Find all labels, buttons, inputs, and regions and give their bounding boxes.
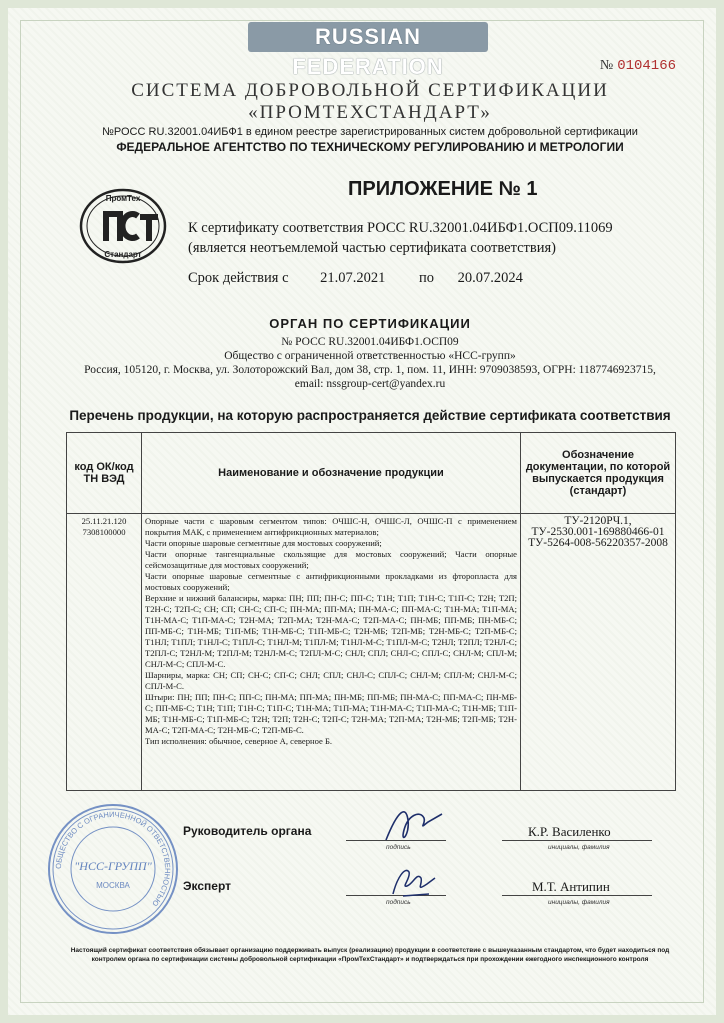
promtech-logo-icon xyxy=(78,186,168,266)
head-sign-caption: подпись xyxy=(386,844,411,851)
validity-label: Срок действия с xyxy=(188,270,289,286)
head-name-caption: инициалы, фамилия xyxy=(548,844,610,851)
product-list-title: Перечень продукции, на которую распространяется действие сертификата соответствия xyxy=(69,408,671,423)
header-standard: Обозначение документации, по которой выпускается продукция (стандарт) xyxy=(521,433,676,514)
logo-top-text: ПромТех xyxy=(105,194,141,203)
expert-name-caption: инициалы, фамилия xyxy=(548,899,610,906)
appendix-title: ПРИЛОЖЕНИЕ № 1 xyxy=(348,178,538,200)
standard-item: ТУ-2120РЧ.1, xyxy=(564,515,632,527)
agency-title: ФЕДЕРАЛЬНОЕ АГЕНТСТВО ПО ТЕХНИЧЕСКОМУ РЕГУЛИРОВАНИЮ И МЕТРОЛОГИИ xyxy=(116,140,624,154)
certificate-number xyxy=(600,58,676,74)
cell-codes xyxy=(67,514,142,791)
system-title-line2: «ПРОМТЕХСТАНДАРТ» xyxy=(248,102,492,123)
header-code: код ОК/код ТН ВЭД xyxy=(67,433,142,514)
head-name: К.Р. Василенко xyxy=(528,824,611,839)
system-title-line1: СИСТЕМА ДОБРОВОЛЬНОЙ СЕРТИФИКАЦИИ xyxy=(131,80,609,101)
desc-paragraph: Штыри: ПН; ПП; ПН-С; ПП-С; ПН-МА; ПП-МА; ПН-МБ; ПП-МБ; ПН-МА-С; ПП-МА-С; ПН-МБ-С; ПП-МБ-С; Т1Н; Т1П; Т1Н-С; Т1П-С; Т1Н-МА; Т1П-МА; Т1Н-МА-С; Т1П-МА-С; Т1Н-МБ; Т1П-МБ; Т1Н-МБ-С; Т1П-МБ-С; Т2Н; Т2П; Т2Н-С; Т2П-С; Т2Н-МА; Т2П-МА; Т2Н-МБ; Т2П-МБ; Т2Н-МА-С; Т2П-МА-С; Т2Н-МБ-С; Т2П-МБ-С. xyxy=(145,692,517,735)
head-signature-icon xyxy=(378,800,448,850)
footer-note: Настоящий сертификат соответствия обязывает организацию поддерживать выпуск (реализацию) продукции в соответствие с вышеуказанным стандартом, что будет находиться под контролем органа по сертификации системы добровольной сертификации «ПромТехСтандарт» и подтверждаться при прохождении ежегодного инспекционного контроля xyxy=(70,947,670,963)
certificate-note: (является неотъемлемой частью сертификата соответствия) xyxy=(188,240,556,256)
organ-number: № РОСС RU.32001.04ИБФ1.ОСП09 xyxy=(281,336,459,348)
validity-period xyxy=(188,270,523,287)
cell-description xyxy=(142,514,521,791)
organ-email: email: nssgroup-cert@yandex.ru xyxy=(294,378,446,390)
desc-paragraph: Части опорные шаровые сегментные с антифрикционными прокладками из фторопласта для мостовых сооружений; xyxy=(145,571,517,592)
organ-address: Россия, 105120, г. Москва, ул. Золоторожский Вал, дом 38, стр. 1, пом. 11, ИНН: 9709038593, ОГРН: 1187746923715, xyxy=(84,364,656,376)
stamp-city-text: МОСКВА xyxy=(96,881,130,890)
expert-label: Эксперт xyxy=(183,879,232,893)
stamp-center-text: "НСС-ГРУПП" xyxy=(74,859,152,873)
organ-name: Общество с ограниченной ответственностью «НСС-групп» xyxy=(224,350,516,362)
header-name: Наименование и обозначение продукции xyxy=(142,433,521,514)
number-value: 0104166 xyxy=(617,58,676,74)
table-header-row xyxy=(67,433,676,514)
okpd-code: 25.11.21.120 xyxy=(81,516,127,526)
cell-standards xyxy=(521,514,676,791)
expert-name: М.Т. Антипин xyxy=(532,879,610,894)
country-banner: RUSSIAN FEDERATION xyxy=(248,22,488,52)
valid-from: 21.07.2021 xyxy=(320,270,386,286)
validity-to-label: по xyxy=(419,270,435,286)
table-row xyxy=(67,514,676,791)
product-table xyxy=(66,432,676,791)
logo-bottom-text: Стандарт xyxy=(104,250,142,259)
tnved-code: 7308100000 xyxy=(82,527,126,537)
desc-paragraph: Шарниры, марка: СН; СП; СН-С; СП-С; СНЛ; СПЛ; СНЛ-С; СПЛ-С; СНЛ-М; СПЛ-М; СНЛ-М-С; СПЛ-М-С. xyxy=(145,670,517,691)
certificate-reference: К сертификату соответствия РОСС RU.32001.04ИБФ1.ОСП09.11069 xyxy=(188,220,613,236)
expert-name-line xyxy=(502,895,652,896)
expert-sign-caption: подпись xyxy=(386,899,411,906)
expert-signature-icon xyxy=(383,858,443,902)
valid-to: 20.07.2024 xyxy=(457,270,523,286)
registry-line: №РОСС RU.32001.04ИБФ1 в едином реестре зарегистрированных систем добровольной сертификации xyxy=(102,126,638,138)
stamp-ring-text: ОБЩЕСТВО С ОГРАНИЧЕННОЙ ОТВЕТСТВЕННОСТЬЮ xyxy=(53,809,173,909)
standard-item: ТУ-2530.001-169880466-01 xyxy=(531,526,665,538)
number-prefix: № xyxy=(599,58,614,73)
organization-stamp xyxy=(44,800,182,938)
organ-title: ОРГАН ПО СЕРТИФИКАЦИИ xyxy=(269,316,471,331)
organ-info xyxy=(8,335,724,391)
desc-paragraph: Части опорные тангенциальные скользящие для мостовых сооружений; Части опорные сейсмозащитные для мостовых сооружений; xyxy=(145,549,517,570)
standard-item: ТУ-5264-008-56220357-2008 xyxy=(528,537,668,549)
desc-paragraph: Верхние и нижний балансиры, марка: ПН; ПП; ПН-С; ПП-С; Т1Н; Т1П; Т1Н-С; Т1П-С; Т2Н; Т2П; Т2Н-С; Т2П-С; СН; СП; СН-С; СП-С; ПН-МА; ПП-МА; ПН-МА-С; ПП-МА-С; Т1Н-МА; Т1П-МА; Т1Н-МА-С; Т1П-МА-С; Т2Н-МА; Т2П-МА; Т2Н-МА-С; Т2П-МА-С; ПН-МБ; ПП-МБ; ПН-МБ-С; ПП-МБ-С; Т1Н-МБ; Т1П-МБ; Т1Н-МБ-С; Т1П-МБ-С; Т2Н-МБ; Т2П-МБ; Т2Н-МБ-С; Т2П-МБ-С; Т1НЛ; Т1ПЛ; Т1НЛ-С; Т1ПЛ-С; Т1НЛ-М; Т1ПЛ-М; Т1НЛ-М-С; Т1ПЛ-М-С; Т2НЛ; Т2ПЛ; Т2НЛ-С; Т2ПЛ-С; Т2НЛ-М; Т2ПЛ-М; Т2НЛ-М-С; Т2ПЛ-М-С; СНЛ; СПЛ; СНЛ-С; СПЛ-С; СНЛ-М; СПЛ-М; СНЛ-М-С; СПЛ-М-С. xyxy=(145,593,517,669)
desc-paragraph: Части опорные шаровые сегментные для мостовых сооружений; xyxy=(145,538,382,548)
head-label: Руководитель органа xyxy=(183,824,312,838)
desc-paragraph: Тип исполнения: обычное, северное А, северное Б. xyxy=(145,736,333,746)
head-name-line xyxy=(502,840,652,841)
desc-paragraph: Опорные части с шаровым сегментом типов: ОЧШС-Н, ОЧШС-Л, ОЧШС-П с применением покрытия МАК, с применением антифрикционных материалов; xyxy=(145,516,517,537)
